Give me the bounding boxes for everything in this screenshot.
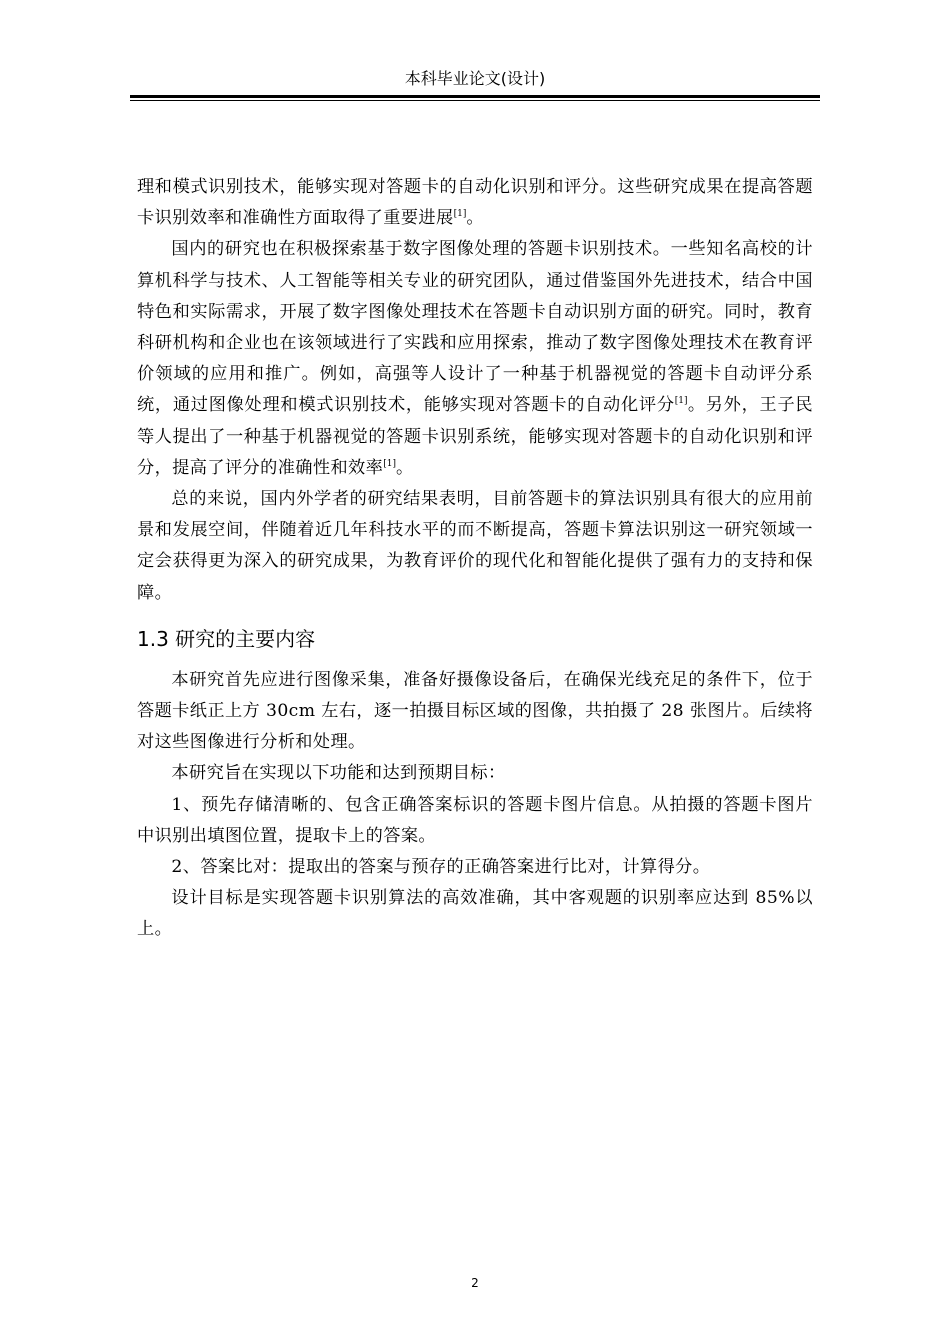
header-rule-thick (130, 95, 820, 98)
paragraph-2-part-2: 。另外，王子民等人提出了一种基于机器视觉的答题卡识别系统，能够实现对答题卡的自动化识别和评分，提高了评分的准确性和效率 (137, 395, 813, 478)
paragraph-1-text: 理和模式识别技术，能够实现对答题卡的自动化识别和评分。这些研究成果在提高答题卡识别效率和准确性方面取得了重要进展 (137, 177, 813, 229)
section-paragraph-2: 本研究旨在实现以下功能和达到预期目标： (171, 763, 506, 784)
section-paragraph-3: 1、预先存储清晰的、包含正确答案标识的答题卡图片信息。从拍摄的答题卡图片中识别出填图位置，提取卡上的答案。 (137, 794, 813, 846)
citation-ref: [1] (674, 396, 688, 407)
page-number: 2 (471, 1276, 479, 1290)
citation-ref: [1] (383, 458, 396, 469)
header-rule-thin (130, 100, 820, 101)
body-text (137, 172, 813, 946)
section-heading: 1.3 研究的主要内容 (137, 626, 316, 651)
page-header-title: 本科毕业论文(设计) (404, 69, 546, 88)
paragraph-2-part-1: 国内的研究也在积极探索基于数字图像处理的答题卡识别技术。一些知名高校的计算机科学与技术、人工智能等相关专业的研究团队，通过借鉴国外先进技术，结合中国特色和实际需求，开展了数字图像处理技术在答题卡自动识别方面的研究。同时，教育科研机构和企业也在该领域进行了实践和应用探索，推动了数字图像处理技术在教育评价领域的应用和推广。例如，高强等人设计了一种基于机器视觉的答题卡自动评分系统，通过图像处理和模式识别技术，能够实现对答题卡的自动化评分 (137, 239, 813, 416)
paragraph-2-tail: 。 (395, 457, 414, 478)
section-paragraph-1: 本研究首先应进行图像采集，准备好摄像设备后，在确保光线充足的条件下，位于答题卡纸正上方 30cm 左右，逐一拍摄目标区域的图像，共拍摄了 28 张图片。后续将对这些图像进行分析和处理。 (137, 669, 813, 753)
paragraph-1-tail: 。 (466, 208, 484, 229)
paragraph-1 (137, 172, 813, 234)
section-paragraph-4: 2、答案比对：提取出的答案与预存的正确答案进行比对，计算得分。 (171, 857, 711, 878)
paragraph-2 (137, 234, 813, 484)
section-paragraph-5: 设计目标是实现答题卡识别算法的高效准确，其中客观题的识别率应达到 85%以上。 (137, 888, 813, 940)
citation-ref: [1] (453, 209, 467, 220)
paragraph-3: 总的来说，国内外学者的研究结果表明，目前答题卡的算法识别具有很大的应用前景和发展空间，伴随着近几年科技水平的而不断提高，答题卡算法识别这一研究领域一定会获得更为深入的研究成果，为教育评价的现代化和智能化提供了强有力的支持和保障。 (137, 489, 813, 603)
